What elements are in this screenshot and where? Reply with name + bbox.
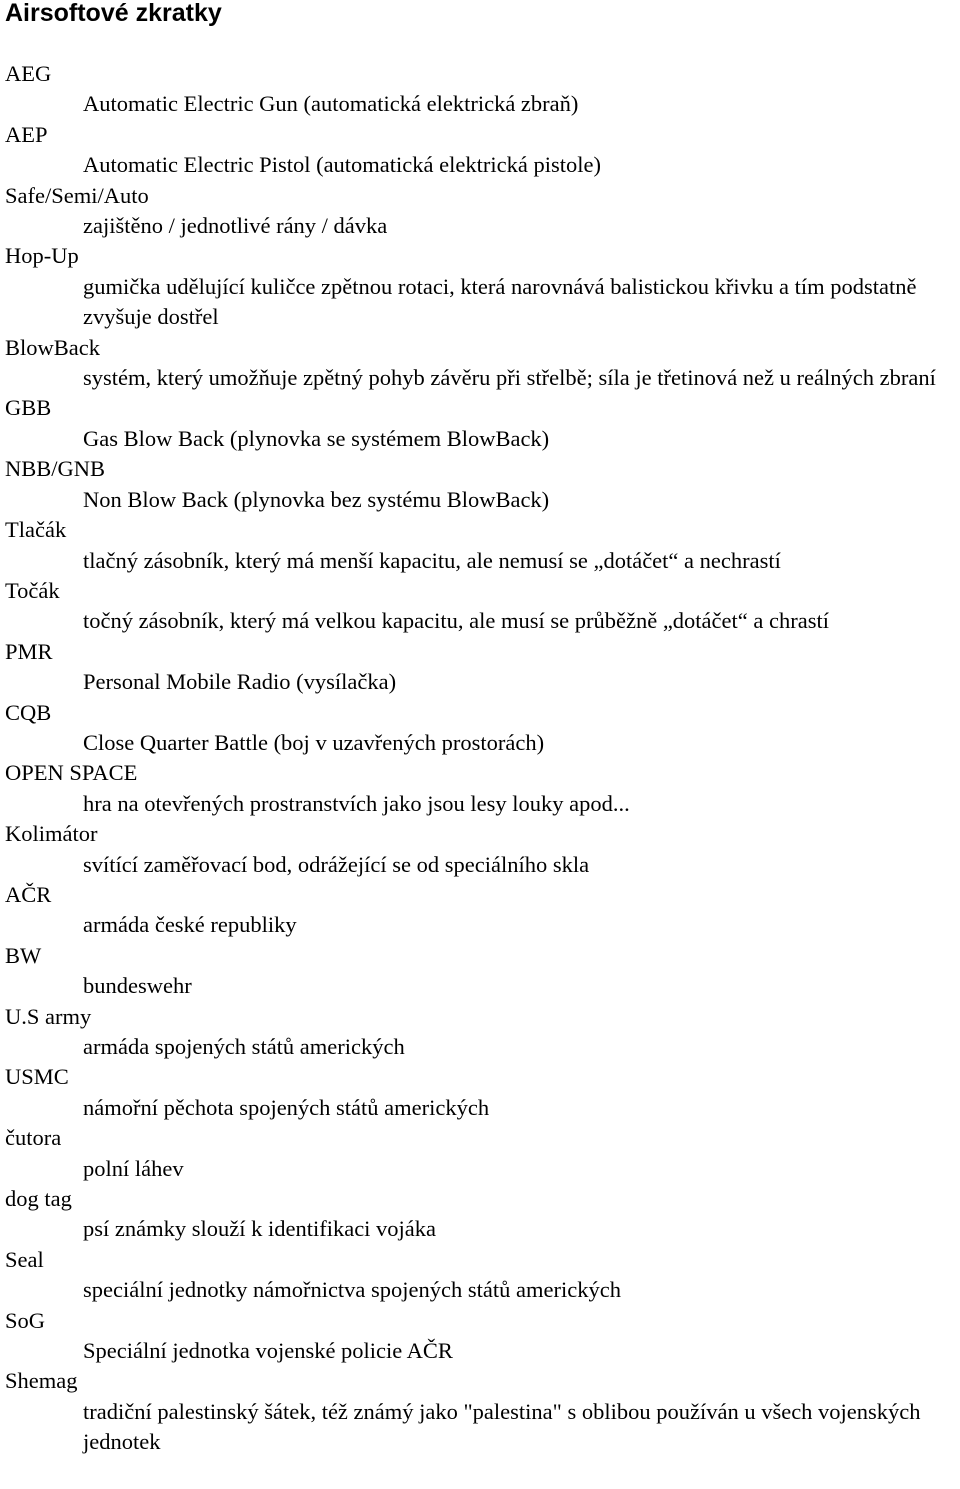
- glossary-term: Seal: [5, 1246, 44, 1272]
- glossary-term: AEG: [5, 61, 52, 86]
- glossary-definition: Non Blow Back (plynovka bez systému BlowBack): [83, 486, 550, 512]
- glossary-term: Kolimátor: [5, 821, 98, 847]
- glossary-definition: točný zásobník, který má velkou kapacitu, ale musí se průběžně „dotáčet“ a chrastí: [83, 608, 829, 634]
- glossary-term: SoG: [5, 1307, 46, 1333]
- glossary-term: AČR: [5, 881, 52, 907]
- glossary-term: NBB/GNB: [5, 456, 106, 482]
- glossary-term: dog tag: [5, 1186, 72, 1212]
- glossary-term: AEP: [5, 121, 48, 147]
- glossary-term: OPEN SPACE: [5, 760, 138, 786]
- glossary-term: U.S army: [5, 1003, 92, 1029]
- glossary-definition: hra na otevřených prostranstvích jako jsou lesy louky apod...: [83, 790, 630, 816]
- glossary-definition: armáda spojených států amerických: [83, 1034, 405, 1059]
- glossary-definition: speciální jednotky námořnictva spojených států amerických: [83, 1277, 621, 1303]
- glossary-term: Točák: [5, 577, 60, 603]
- glossary-definition: armáda české republiky: [83, 912, 297, 938]
- glossary-definition: svítící zaměřovací bod, odrážející se od speciálního skla: [83, 851, 590, 877]
- glossary-term: GBB: [5, 395, 52, 421]
- glossary-definition: psí známky slouží k identifikaci vojáka: [83, 1216, 437, 1242]
- page-title: Airsoftové zkratky: [5, 0, 222, 27]
- glossary-term: čutora: [5, 1125, 62, 1151]
- glossary-term: Tlačák: [5, 517, 67, 543]
- glossary-definition: bundeswehr: [83, 973, 192, 999]
- glossary-term: PMR: [5, 638, 53, 664]
- glossary-definition: zajištěno / jednotlivé rány / dávka: [83, 213, 388, 239]
- glossary-term: Safe/Semi/Auto: [5, 182, 149, 208]
- glossary-term: BW: [5, 942, 42, 968]
- glossary-definition: tlačný zásobník, který má menší kapacitu, ale nemusí se „dotáčet“ a nechrastí: [83, 547, 781, 573]
- glossary-definition: polní láhev: [83, 1155, 184, 1181]
- glossary-term: USMC: [5, 1064, 69, 1090]
- glossary-term: Shemag: [5, 1368, 78, 1394]
- glossary-term: CQB: [5, 699, 52, 725]
- glossary-definition: Personal Mobile Radio (vysílačka): [83, 669, 397, 695]
- glossary-definition: Speciální jednotka vojenské policie AČR: [83, 1338, 453, 1364]
- glossary-definition: tradiční palestinský šátek, též známý jako "palestina" s oblibou používán u všech vojenských jednotek: [83, 1398, 921, 1455]
- glossary-definition: Gas Blow Back (plynovka se systémem BlowBack): [83, 425, 550, 451]
- glossary-definition: Automatic Electric Pistol (automatická elektrická pistole): [83, 152, 601, 178]
- glossary-definition: námořní pěchota spojených států amerických: [83, 1094, 490, 1120]
- glossary-definition: systém, který umožňuje zpětný pohyb závěru při střelbě; síla je třetinová než u reálných zbraní: [83, 365, 936, 391]
- glossary-definition: Close Quarter Battle (boj v uzavřených prostorách): [83, 729, 545, 755]
- glossary-definition: Automatic Electric Gun (automatická elektrická zbraň): [83, 91, 579, 117]
- glossary-term: Hop-Up: [5, 243, 79, 269]
- glossary-term: BlowBack: [5, 334, 100, 360]
- glossary-definition: gumička udělující kuličce zpětnou rotaci, která narovnává balistickou křivku a tím podstatně zvyšuje dostřel: [83, 273, 917, 330]
- abbreviation-glossary: [0, 59, 960, 1458]
